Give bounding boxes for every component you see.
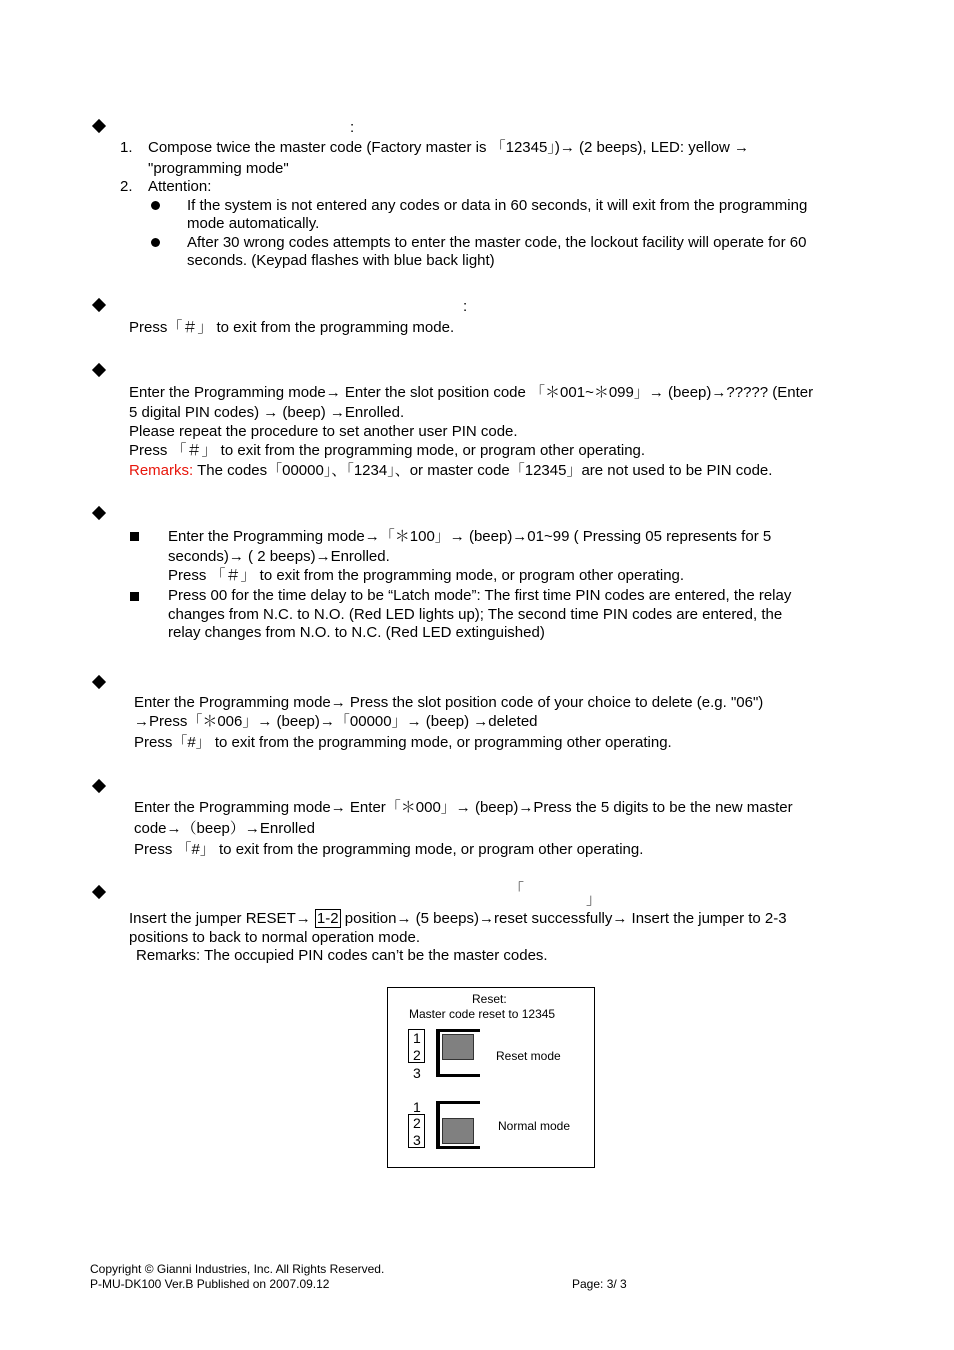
bullet-text: seconds. (Keypad flashes with blue back light)	[187, 252, 495, 269]
list-text: Enter the Programming mode→「＊100」→ (beep)→01~99 ( Pressing 05 represents for 5	[168, 528, 772, 545]
section-bullet-icon	[92, 885, 106, 899]
remarks-label: Remarks:	[129, 462, 194, 479]
section-bullet-icon	[92, 779, 106, 793]
step-text: Compose twice the master code (Factory master is 「12345」)→ (2 beeps), LED: yellow →	[148, 139, 750, 156]
body-text: positions to back to normal operation mode.	[129, 929, 420, 946]
body-text: Enter the Programming mode→ Enter the slot position code 「＊001~＊099」→ (beep)→????? (Enter	[129, 384, 814, 401]
body-text-part: position→ (5 beeps)→reset successfully→ Insert the jumper to 2-3	[340, 910, 787, 927]
step-text: "programming mode"	[148, 160, 289, 177]
section-heading-colon: :	[463, 298, 468, 315]
pin-number: 2	[413, 1115, 421, 1131]
pin-number: 3	[413, 1132, 421, 1148]
body-text: Enter the Programming mode→ Enter「＊000」→ (beep)→Press the 5 digits to be the new master	[134, 799, 793, 816]
body-text: Press「#」 to exit from the programming mode, or programming other operating.	[134, 734, 672, 751]
remarks-text: The codes「00000」、「1234」、or master code「12345」are not used to be PIN code.	[193, 462, 773, 479]
pin-number: 1	[413, 1030, 421, 1046]
footer-copyright: Copyright © Gianni Industries, Inc. All Rights Reserved.	[90, 1262, 385, 1276]
jumper-connector-icon	[436, 1029, 480, 1077]
body-text: Press 「＃」 to exit from the programming mode, or program other operating.	[129, 442, 646, 459]
section-bullet-icon	[92, 506, 106, 520]
body-text	[129, 909, 787, 928]
bullet-text: If the system is not entered any codes or data in 60 seconds, it will exit from the programming	[187, 197, 808, 214]
jumper-connector-icon	[436, 1101, 480, 1149]
footer-doc-info: P-MU-DK100 Ver.B Published on 2007.09.12	[90, 1277, 330, 1291]
corner-bracket-open: 「	[509, 881, 525, 898]
list-text: relay changes from N.O. to N.C. (Red LED extinguished)	[168, 624, 545, 641]
list-text: Press 「＃」 to exit from the programming mode, or program other operating.	[168, 567, 685, 584]
figure-title: Reset:	[472, 992, 507, 1006]
reset-mode-label: Reset mode	[496, 1049, 561, 1063]
normal-mode-label: Normal mode	[498, 1119, 571, 1133]
bullet-text: mode automatically.	[187, 215, 320, 232]
bullet-dot-icon	[151, 201, 160, 210]
section-bullet-icon	[92, 363, 106, 377]
list-text: changes from N.C. to N.O. (Red LED lights up); The second time PIN codes are entered, the	[168, 606, 783, 623]
section-bullet-icon	[92, 298, 106, 312]
jumper-reset-figure	[387, 987, 595, 1168]
step-number: 2.	[120, 178, 133, 195]
bullet-dot-icon	[151, 238, 160, 247]
list-text: Press 00 for the time delay to be “Latch mode”: The first time PIN codes are entered, the relay	[168, 587, 792, 604]
pin-number: 3	[413, 1065, 421, 1081]
section-heading-colon: :	[350, 119, 355, 136]
body-text: code→（beep）→Enrolled	[134, 820, 315, 837]
bullet-square-icon	[130, 592, 139, 601]
remarks	[129, 461, 772, 480]
body-text-part: Insert the jumper RESET→	[129, 910, 315, 927]
body-text: 5 digital PIN codes) → (beep) →Enrolled.	[129, 404, 405, 421]
list-text: seconds)→ ( 2 beeps)→Enrolled.	[168, 548, 390, 565]
body-text: Press 「#」 to exit from the programming mode, or program other operating.	[134, 841, 644, 858]
jumper-position-box: 1-2	[316, 910, 339, 927]
bullet-square-icon	[130, 532, 139, 541]
body-text: Please repeat the procedure to set another user PIN code.	[129, 423, 518, 440]
body-text: Press「＃」 to exit from the programming mode.	[129, 319, 455, 336]
body-text: Enter the Programming mode→ Press the slot position code of your choice to delete (e.g. "06")	[134, 694, 764, 711]
step-number: 1.	[120, 139, 133, 156]
body-text: →Press「＊006」→ (beep)→「00000」→ (beep) →deleted	[134, 713, 538, 730]
pin-number: 1	[413, 1099, 421, 1115]
pin-number: 2	[413, 1047, 421, 1063]
section-bullet-icon	[92, 675, 106, 689]
figure-subtitle: Master code reset to 12345	[409, 1007, 556, 1021]
section-bullet-icon	[92, 119, 106, 133]
footer-page-number: Page: 3/ 3	[572, 1277, 627, 1291]
remarks-text: Remarks: The occupied PIN codes can’t be the master codes.	[136, 947, 548, 964]
bullet-text: After 30 wrong codes attempts to enter the master code, the lockout facility will operate for 60	[187, 234, 807, 251]
step-text: Attention:	[148, 178, 212, 195]
corner-bracket-close: 」	[586, 891, 602, 908]
